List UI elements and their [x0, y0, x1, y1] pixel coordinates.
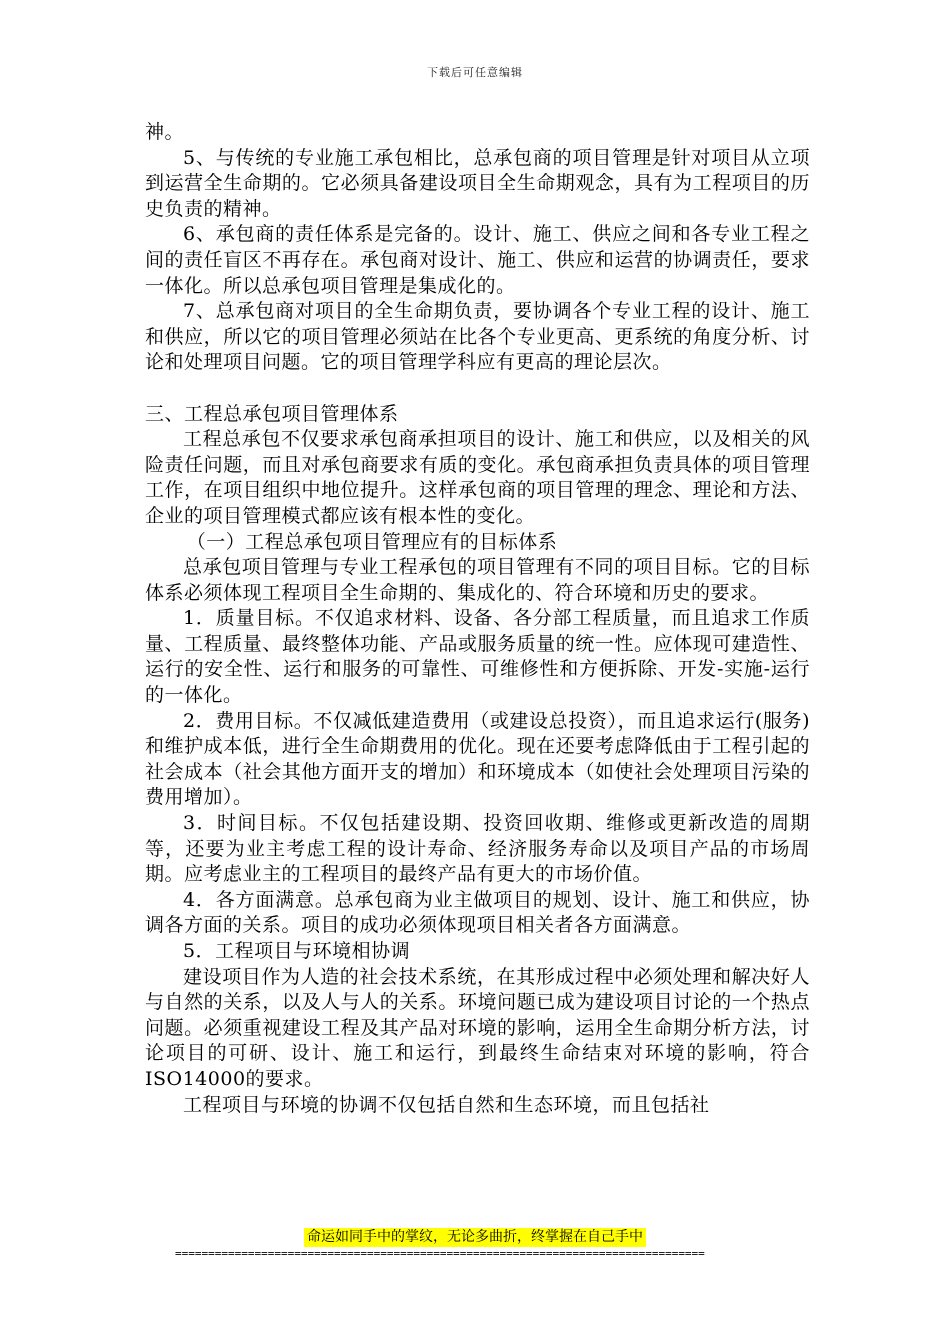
paragraph: 建设项目作为人造的社会技术系统，在其形成过程中必须处理和解决好人与自然的关系，以及人与人的关系。环境问题已成为建设项目讨论的一个热点问题。必须重视建设工程及其产品对环境的影响，运用全生命期分析方法，讨论项目的可研、设计、施工和运行，到最终生命结束对环境的影响，符合ISO14000的要求。: [145, 965, 810, 1090]
paragraph: 三、工程总承包项目管理体系: [145, 402, 399, 425]
page-header: 下载后可任意编辑: [427, 66, 523, 79]
paragraph: 4．各方面满意。总承包商为业主做项目的规划、设计、施工和供应，协调各方面的关系。项目的成功必须体现项目相关者各方面满意。: [145, 888, 810, 937]
paragraph: 神。: [145, 121, 185, 143]
paragraph: 7、总承包商对项目的全生命期负责，要协调各个专业工程的设计、施工和供应，所以它的项目管理必须站在比各个专业更高、更系统的角度分析、讨论和处理项目问题。它的项目管理学科应有更高的理论层次。: [145, 300, 810, 374]
paragraph: 总承包项目管理与专业工程承包的项目管理有不同的项目目标。它的目标体系必须体现工程项目全生命期的、集成化的、符合环境和历史的要求。: [145, 556, 810, 604]
paragraph: 工程项目与环境的协调不仅包括自然和生态环境，而且包括社: [183, 1093, 710, 1116]
paragraph: 工程总承包不仅要求承包商承担项目的设计、施工和供应，以及相关的风险责任问题，而且对承包商要求有质的变化。承包商承担负责具体的项目管理工作，在项目组织中地位提升。这样承包商的项目管理的理念、理论和方法、企业的项目管理模式都应该有根本性的变化。: [145, 428, 810, 527]
footer-rule: ================================================================================: [175, 1247, 705, 1260]
blank-line: [145, 376, 810, 402]
paragraph: 1．质量目标。不仅追求材料、设备、各分部工程质量，而且追求工作质量、工程质量、最终整体功能、产品或服务质量的统一性。应体现可建造性、运行的安全性、运行和服务的可靠性、可维修性和方便拆除、开发-实施-运行的一体化。: [145, 607, 810, 707]
page-footer: [0, 1226, 950, 1261]
footer-motto: 命运如同手中的掌纹，无论多曲折，终掌握在自己手中: [304, 1228, 646, 1247]
paragraph: （一）工程总承包项目管理应有的目标体系: [186, 530, 558, 553]
paragraph: 5．工程项目与环境相协调: [183, 940, 411, 962]
paragraph: 6、承包商的责任体系是完备的。设计、施工、供应之间和各专业工程之间的责任盲区不再存在。承包商对设计、施工、供应和运营的协调责任，要求一体化。所以总承包项目管理是集成化的。: [145, 223, 810, 297]
paragraph: 5、与传统的专业施工承包相比，总承包商的项目管理是针对项目从立项到运营全生命期的。它必须具备建设项目全生命期观念，具有为工程项目的历史负责的精神。: [145, 146, 810, 220]
paragraph: 3．时间目标。不仅包括建设期、投资回收期、维修或更新改造的周期等，还要为业主考虑工程的设计寿命、经济服务寿命以及项目产品的市场周期。应考虑业主的工程项目的最终产品有更大的市场价值。: [145, 812, 810, 886]
document-body: [145, 120, 810, 1118]
paragraph: 2．费用目标。不仅减低建造费用（或建设总投资），而且追求运行(服务)和维护成本低，进行全生命期费用的优化。现在还要考虑降低由于工程引起的社会成本（社会其他方面开支的增加）和环境成本（如使社会处理项目污染的费用增加）。: [145, 709, 810, 809]
